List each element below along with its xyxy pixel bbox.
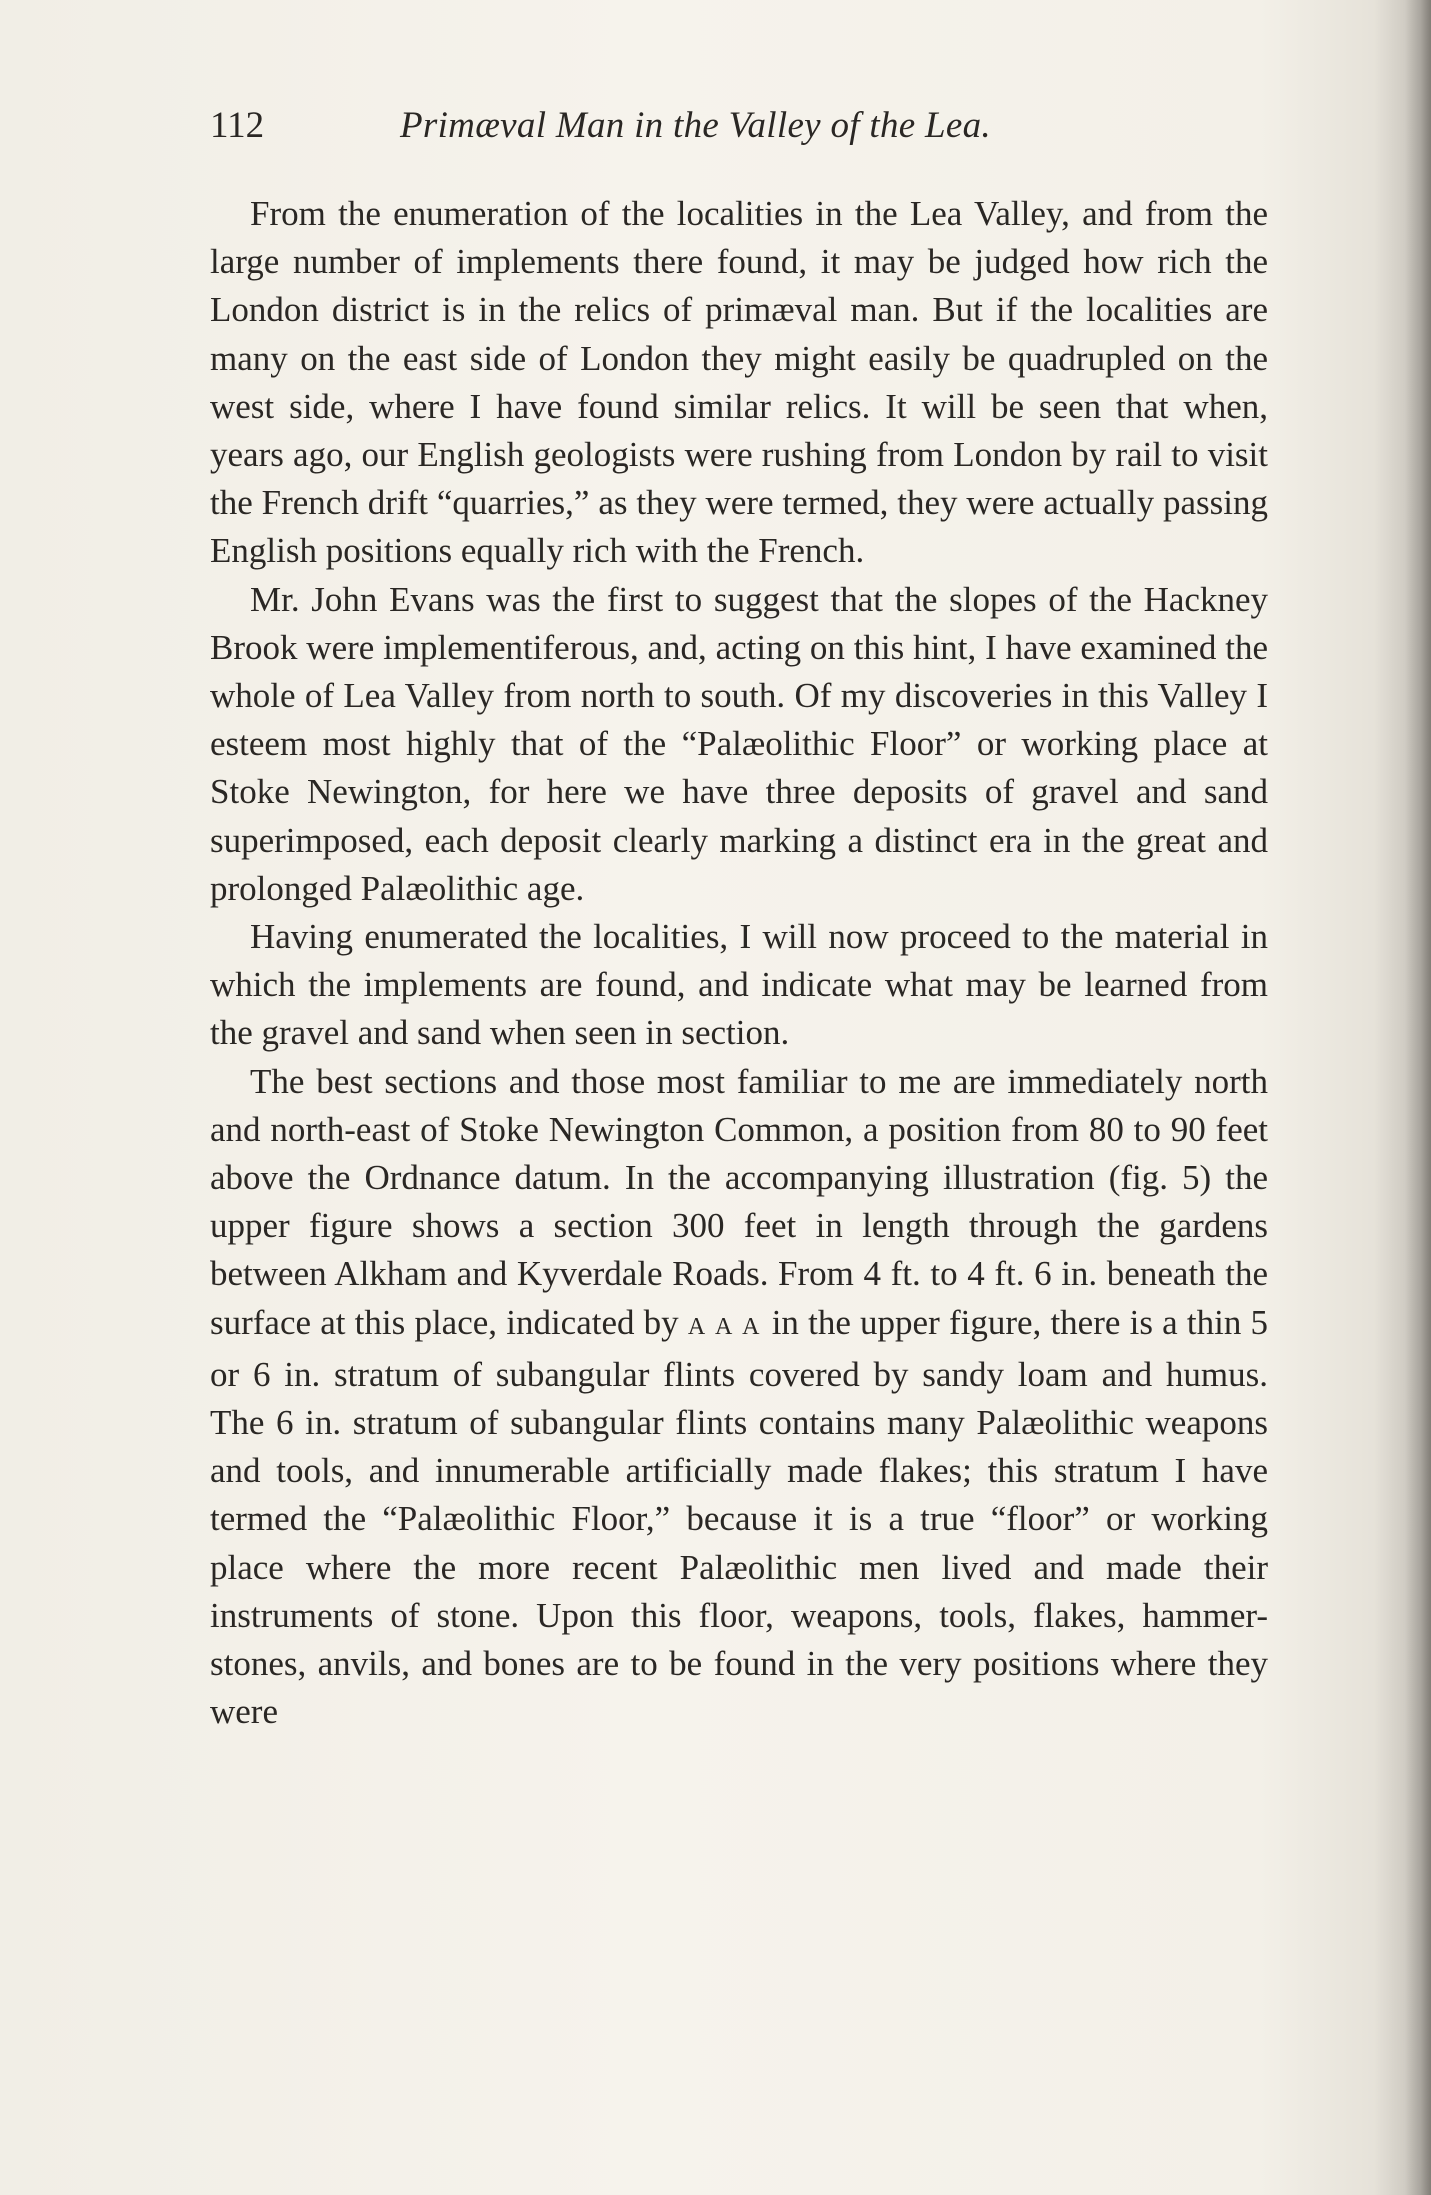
small-caps-label: A A A <box>687 1313 763 1340</box>
paragraph-3: Having enumerated the localities, I will now proceed to the material in which the implements are found, and indicate what may be learned from the gravel and sand when seen in section. <box>210 917 1268 1053</box>
running-title: Primæval Man in the Valley of the Lea. <box>400 105 991 146</box>
body-text <box>210 190 1268 1737</box>
paragraph-1: From the enumeration of the localities in the Lea Valley, and from the large number of implements there found, it may be judged how rich the London district is in the relics of primæval man. But if the localities are many on the east side of London they might easily be quadrupled on the west side, where I have found similar relics. It will be seen that when, years ago, our English geologists were rushing from London by rail to visit the French drift “quarries,” as they were termed, they were actually passing English positions equally rich with the French. <box>210 194 1268 571</box>
page-number: 112 <box>210 105 265 146</box>
paragraph-4-text-before: The best sections and those most familiar to me are immediately north and north-east of Stoke Newington Common, a position from 80 to 90 feet above the Ordnance datum. In the accompanying illustration (fig. 5) the upper figure shows a section 300 feet in length through the gardens between Alkham and Kyverdale Roads. From 4 ft. to 4 ft. 6 in. beneath the surface at this place, indicated by <box>210 1061 1268 1342</box>
paragraph-4 <box>210 1058 1268 1737</box>
paragraph-4-text-after: in the upper figure, there is a thin 5 or 6 in. stratum of subangular flints covered by sandy loam and humus. The 6 in. stratum of subangular flints contains many Palæolithic weapons and tools, and innumerable artificially made flakes; this stratum I have termed the “Palæolithic Floor,” because it is a true “floor” or working place where the more recent Palæolithic men lived and made their instruments of stone. Upon this floor, weapons, tools, flakes, hammer-stones, anvils, and bones are to be found in the very positions where they were <box>210 1302 1269 1732</box>
paragraph-2: Mr. John Evans was the first to suggest that the slopes of the Hackney Brook were implementiferous, and, acting on this hint, I have examined the whole of Lea Valley from north to south. Of my discoveries in this Valley I esteem most highly that of the “Palæolithic Floor” or working place at Stoke Newington, for here we have three deposits of gravel and sand superimposed, each deposit clearly marking a distinct era in the great and prolonged Palæolithic age. <box>210 579 1268 908</box>
page-header <box>210 104 1270 164</box>
page-gutter-shadow <box>1405 0 1431 2195</box>
